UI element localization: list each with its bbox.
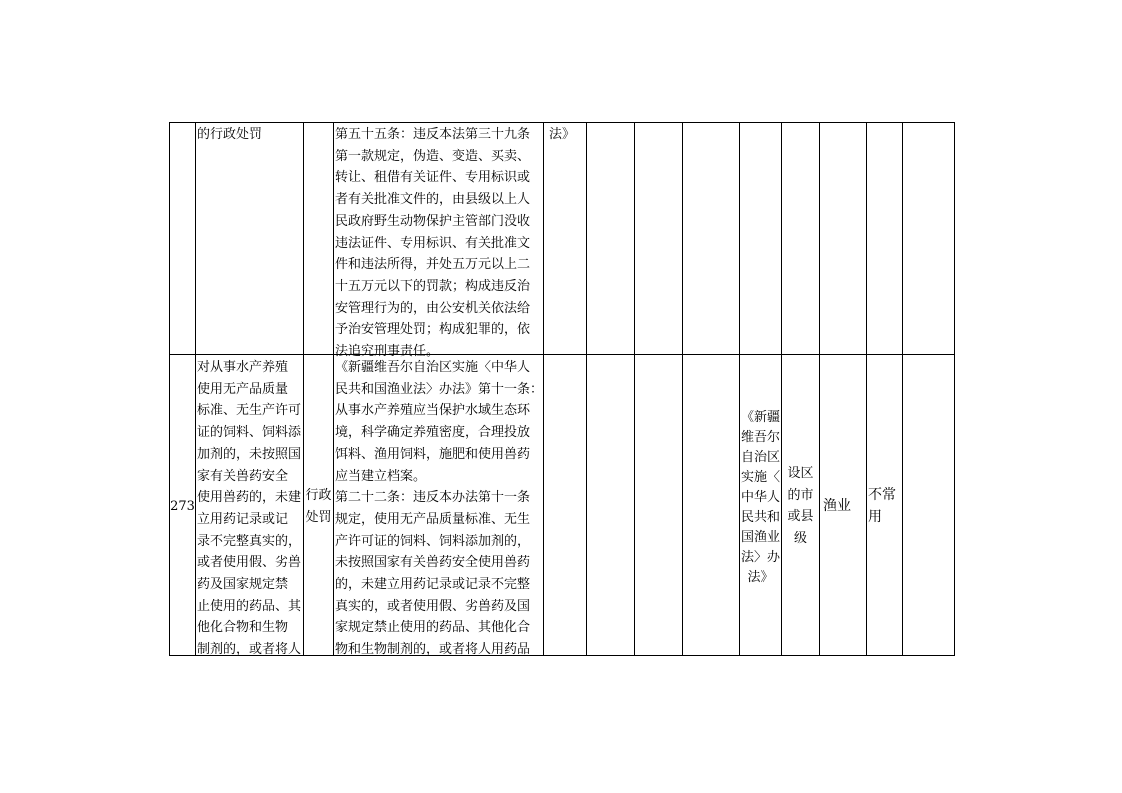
text-line: 或者使用假、劣兽	[197, 555, 302, 571]
legal-basis-cell	[335, 124, 543, 363]
text-line: 规定，使用无产品质量标准、无生	[335, 511, 531, 527]
col-border	[169, 122, 170, 656]
text-line: 不常	[868, 487, 896, 503]
col-border	[954, 122, 955, 656]
col-border	[781, 122, 782, 656]
basis-continuation-cell	[549, 124, 585, 146]
text-line: 级	[793, 531, 807, 547]
text-line: 转让、租借有关证件、专用标识或	[335, 170, 531, 186]
text-line: 《新疆维吾尔自治区实施〈中华人	[335, 360, 531, 375]
text-line: 物和生物制剂的，或者将人用药品	[335, 642, 531, 658]
col-border	[682, 122, 683, 656]
text-line: 家规定禁止使用的药品、其他化合	[335, 620, 531, 636]
text-line: 立用药记录或记	[197, 511, 289, 527]
text-line: 应当建立档案。	[335, 468, 427, 484]
text-line: 的行政处罚	[197, 127, 263, 142]
text-line: 国渔业	[740, 530, 780, 545]
text-line: 他化合物和生物	[197, 620, 289, 636]
text-line: 处罚	[305, 509, 332, 525]
text-line: 真实的，或者使用假、劣兽药及国	[335, 598, 531, 614]
industry-cell	[823, 496, 866, 518]
col-border	[543, 122, 544, 656]
col-border	[819, 122, 820, 656]
enforcement-level-cell	[782, 463, 819, 550]
col-border	[195, 122, 196, 656]
item-name-cell	[197, 124, 302, 146]
col-border	[634, 122, 635, 656]
frequency-cell	[868, 485, 902, 528]
text-line: 第一款规定，伪造、变造、买卖、	[335, 148, 531, 164]
col-border	[586, 122, 587, 656]
text-line: 的市	[787, 487, 814, 503]
text-line: 法》	[549, 127, 576, 142]
item-number-cell	[170, 496, 195, 518]
text-line: 从事水产养殖应当保护水域生态环	[335, 403, 531, 419]
text-line: 予治安管理处罚；构成犯罪的，依	[335, 322, 531, 338]
text-line: 对从事水产养殖	[197, 360, 289, 375]
text-line: 《新疆	[740, 410, 780, 425]
text-line: 违法证件、专用标识、有关批准文	[335, 235, 531, 251]
text-line: 十五万元以下的罚款；构成违反治	[335, 278, 531, 294]
text-line: 维吾尔	[740, 430, 780, 445]
text-line: 制剂的，或者将人	[197, 642, 302, 658]
col-border	[902, 122, 903, 656]
col-border	[303, 122, 304, 656]
text-line: 产许可证的饲料、饲料添加剂的，	[335, 533, 531, 549]
industry-text: 渔业	[823, 498, 851, 514]
text-line: 饵料、渔用饲料，施肥和使用兽药	[335, 446, 531, 462]
law-name-cell	[740, 408, 781, 588]
text-line: 止使用的药品、其	[197, 598, 302, 614]
text-line: 者有关批准文件的，由县级以上人	[335, 192, 531, 208]
legal-basis-cell	[335, 357, 543, 661]
text-line: 民政府野生动物保护主管部门没收	[335, 213, 531, 229]
text-line: 或县	[787, 509, 814, 525]
category-cell	[304, 485, 333, 528]
text-line: 民共和国渔业法〉办法》第十一条：	[335, 381, 543, 397]
item-name-cell	[197, 357, 302, 661]
text-line: 行政	[305, 488, 332, 503]
text-line: 设区	[787, 466, 814, 481]
text-line: 使用兽药的，未建	[197, 490, 302, 506]
row-divider	[169, 354, 955, 355]
text-line: 自治区	[740, 450, 780, 465]
text-line: 法追究刑事责任。	[335, 344, 440, 360]
text-line: 加剂的，未按照国	[197, 446, 302, 462]
text-line: 民共和	[740, 510, 780, 525]
text-line: 第五十五条：违反本法第三十九条	[335, 127, 531, 142]
text-line: 证的饲料、饲料添	[197, 425, 302, 441]
text-line: 件和违法所得，并处五万元以上二	[335, 257, 531, 273]
text-line: 家有关兽药安全	[197, 468, 289, 484]
col-border	[333, 122, 334, 656]
text-line: 未按照国家有关兽药安全使用兽药	[335, 555, 531, 571]
text-line: 第二十二条：违反本办法第十一条	[335, 490, 531, 506]
text-line: 实施〈	[740, 470, 780, 485]
text-line: 法》	[747, 570, 774, 585]
text-line: 药及国家规定禁	[197, 577, 289, 593]
text-line: 用	[868, 508, 882, 525]
text-line: 境，科学确定养殖密度，合理投放	[335, 425, 531, 441]
text-line: 中华人	[740, 490, 780, 505]
col-border	[866, 122, 867, 656]
text-line: 安管理行为的，由公安机关依法给	[335, 300, 531, 316]
table-top-border	[169, 122, 955, 123]
text-line: 的，未建立用药记录或记录不完整	[335, 577, 531, 593]
text-line: 录不完整真实的，	[197, 533, 302, 549]
text-line: 标准、无生产许可	[197, 403, 302, 419]
item-number: 273	[170, 499, 195, 514]
text-line: 使用无产品质量	[197, 381, 289, 397]
text-line: 法〉办	[740, 550, 780, 565]
